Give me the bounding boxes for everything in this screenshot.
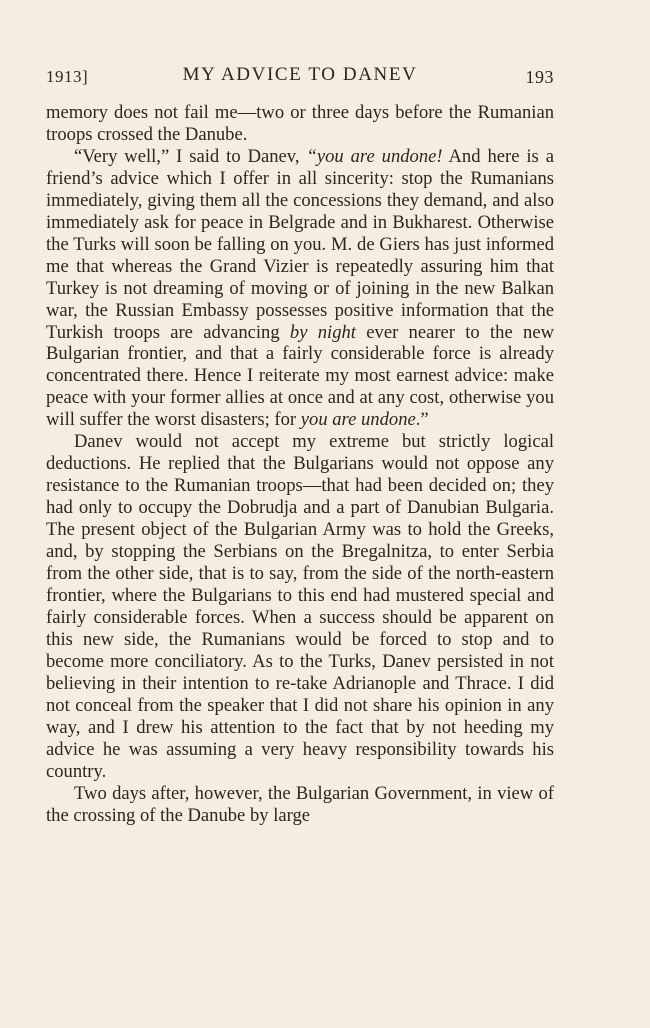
- emphasis-you-are-undone: you are undone: [300, 409, 416, 431]
- paragraph-danev-reply: Danev would not accept my extreme but strictly logical deductions. He replied that the Bulgarians would not oppose any resistance to the Rumanian troops—that had been decided on; they had only to occupy the Dobrudja and a part of Danubian Bulgaria. The present object of the Bulgarian Army was to hold the Greeks, and, by stopping the Serbians on the Bregalnitza, to enter Serbia from the other side, that is to say, from the side of the north-eastern frontier, where the Bulgarians to this end had mustered special and fairly considerable forces. When a success should be apparent on this new side, the Rumanians would be forced to stop and to become more conciliatory. As to the Turks, Danev persisted in not believing in their intention to re-take Adrianople and Thrace. I did not conceal from the speaker that I did not share his opinion in any way, and I drew his attention to the fact that by not heeding my advice he was assuming a very heavy responsibility towards his country.: [46, 431, 554, 782]
- paragraph-two-days-after: Two days after, however, the Bulgarian Government, in view of the crossing of the Danube by large: [46, 782, 554, 826]
- header-year: 1913]: [46, 67, 89, 86]
- emphasis-undone: “you are undone!: [306, 145, 443, 167]
- emphasis-by-night: by night: [289, 321, 356, 343]
- page-number: 193: [525, 67, 554, 87]
- book-page: [46, 60, 554, 826]
- body-text: [46, 102, 554, 826]
- paragraph-quote: [46, 146, 554, 431]
- quote-intro: “Very well,” I said to Danev,: [74, 145, 307, 167]
- quote-body: And here is a friend’s advice which I offer in all sincerity: stop the Rumanians immediately, giving them all the concessions they demand, and also immediately ask for peace in Belgrade and in Bukharest. Otherwise the Turks will soon be falling on you. M. de Giers has just informed me that whereas the Grand Vizier is repeatedly assuring him that Turkey is not dreaming of moving or of joining in the new Balkan war, the Russian Embassy possesses positive information that the Turkish troops are advancing: [46, 145, 554, 343]
- quote-close: .”: [415, 409, 429, 431]
- quote-body-continued: ever nearer to the new Bulgarian frontier, and that a fairly considerable force is already concentrated there. Hence I reiterate my most earnest advice: make peace with your former allies at once and at any cost, otherwise you will suffer the worst disasters; for: [46, 321, 554, 431]
- running-head: [46, 60, 554, 90]
- chapter-title: MY ADVICE TO DANEV: [182, 64, 418, 85]
- paragraph-continued: memory does not fail me—two or three days before the Rumanian troops crossed the Danube.: [46, 102, 554, 145]
